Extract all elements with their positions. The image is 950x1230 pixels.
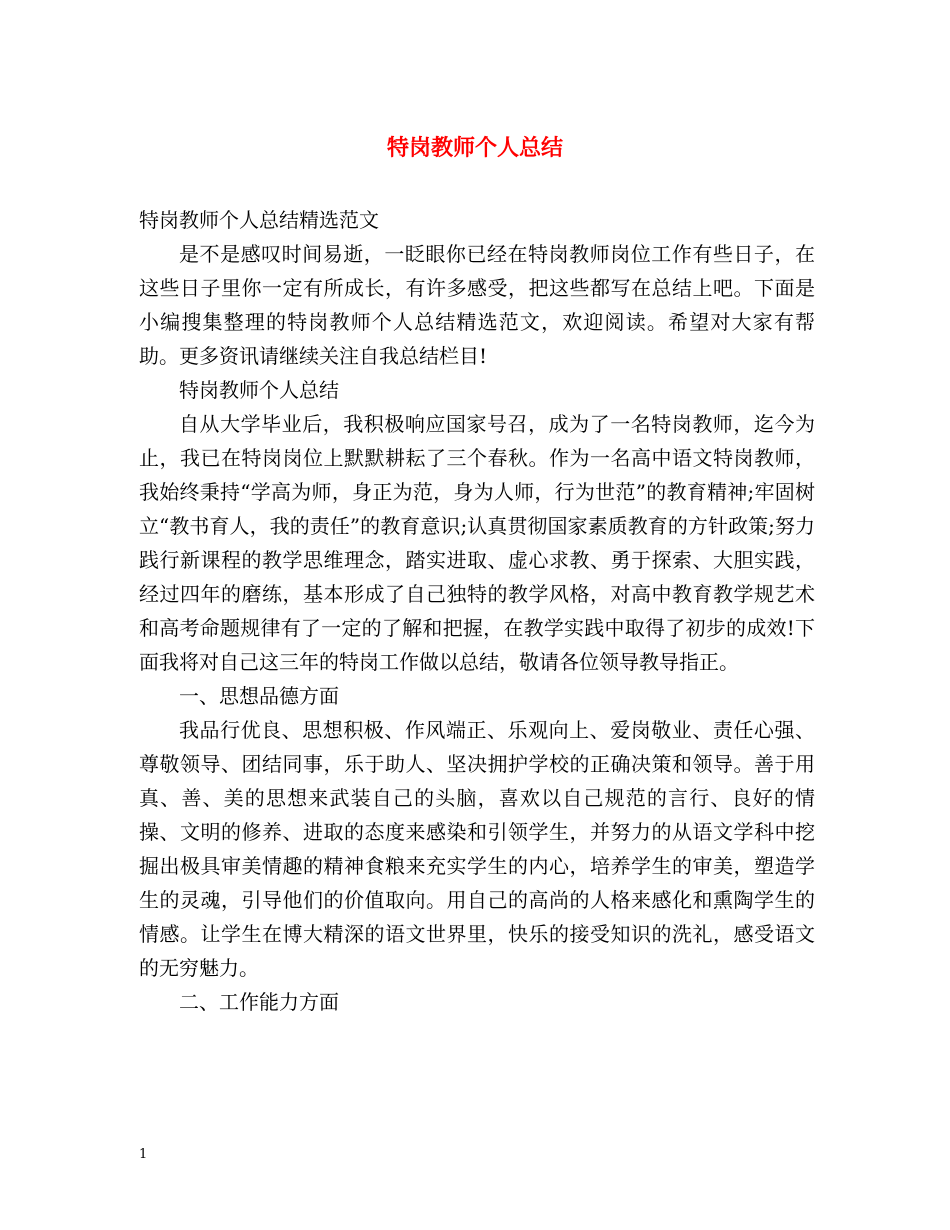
document-title: 特岗教师个人总结 <box>386 135 563 161</box>
section-heading: 特岗教师个人总结 <box>179 378 339 402</box>
intro-paragraph: 是不是感叹时间易逝，一眨眼你已经在特岗教师岗位工作有些日子，在这些日子里你一定有所成长，有许多感受，把这些都写在总结上吧。下面是小编搜集整理的特岗教师个人总结精选范文，欢迎阅读。希望对大家有帮助。更多资讯请继续关注自我总结栏目! <box>139 242 815 368</box>
subtitle-paragraph: 特岗教师个人总结精选范文 <box>139 208 379 232</box>
document-body <box>139 203 815 1019</box>
page-number: 1 <box>139 1147 148 1162</box>
body-paragraph: 自从大学毕业后，我积极响应国家号召，成为了一名特岗教师，迄今为止，我已在特岗岗位上默默耕耘了三个春秋。作为一名高中语文特岗教师，我始终秉持“学高为师，身正为范，身为人师，行为世范”的教育精神;牢固树立“教书育人，我的责任”的教育意识;认真贯彻国家素质教育的方针政策;努力践行新课程的教学思维理念，踏实进取、虚心求教、勇于探索、大胆实践，经过四年的磨练，基本形成了自己独特的教学风格，对高中教育教学规艺术和高考命题规律有了一定的了解和把握，在教学实践中取得了初步的成效!下面我将对自己这三年的特岗工作做以总结，敬请各位领导教导指正。 <box>139 412 815 674</box>
section-heading-moral: 一、思想品德方面 <box>179 684 339 708</box>
section-heading-ability: 二、工作能力方面 <box>179 990 339 1014</box>
body-paragraph-moral: 我品行优良、思想积极、作风端正、乐观向上、爱岗敬业、责任心强、尊敬领导、团结同事，乐于助人、坚决拥护学校的正确决策和领导。善于用真、善、美的思想来武装自己的头脑，喜欢以自己规范的言行、良好的情操、文明的修养、进取的态度来感染和引领学生，并努力的从语文学科中挖掘出极具审美情趣的精神食粮来充实学生的内心，培养学生的审美，塑造学生的灵魂，引导他们的价值取向。用自己的高尚的人格来感化和熏陶学生的情感。让学生在博大精深的语文世界里，快乐的接受知识的洗礼，感受语文的无穷魅力。 <box>139 718 815 980</box>
